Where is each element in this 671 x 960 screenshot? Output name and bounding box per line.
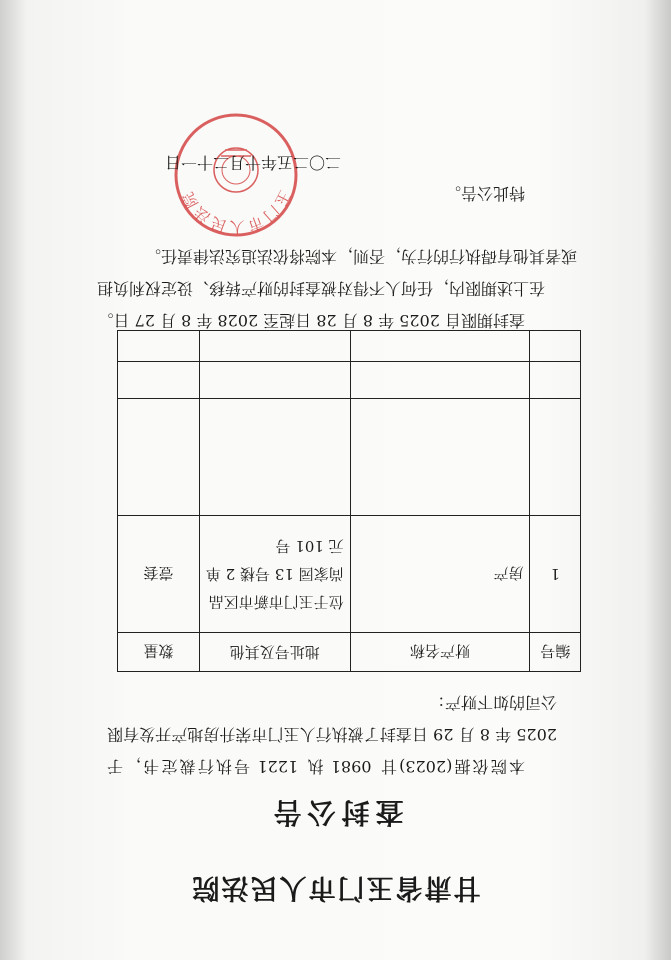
header-address: 地址号及其他 [199, 633, 350, 672]
court-seal [171, 110, 301, 240]
notice-intro: 本院依据(2023)甘 0981 执 1221 号执行裁定书，于 2025 年 8 月 29 日查封了被执行人玉门市荣升房地产开发有限公司的如下财产： [107, 693, 557, 776]
cell-quantity [118, 362, 200, 399]
asset-table [117, 330, 581, 672]
seal-period: 查封期限自 2025 年 8 月 28 日起至 2028 年 8 月 27 日。 [97, 311, 525, 330]
cell-quantity: 壹套 [118, 516, 200, 633]
cell-address [199, 362, 350, 399]
cell-address [199, 399, 350, 516]
seal-text: 玉门市人民法院 [178, 187, 294, 236]
cell-address: 位于玉门市新市区品尚家园 13 号楼 2 单元 101 号 [199, 516, 350, 633]
cell-asset-name [350, 399, 530, 516]
legal-warning: 在上述期限内，任何人不得对被查封的财产转移、设定权利负担或者其他有碍执行的行为，否则，本院将依法追究法律责任。 [96, 247, 577, 298]
cell-number: 1 [530, 516, 581, 633]
court-name: 甘肃省玉门市人民法院 [190, 872, 481, 903]
notice-date: 二〇二五年十月二十一日 [164, 153, 341, 172]
cell-asset-name: 房产 [350, 516, 530, 633]
table-row [118, 399, 581, 516]
notice-title: 查封公告 [267, 796, 404, 829]
header-quantity: 数量 [118, 633, 200, 672]
cell-number [530, 362, 581, 399]
header-asset-name: 财产名称 [350, 633, 530, 672]
table-row [118, 362, 581, 399]
closing-remark: 特此公告。 [444, 184, 525, 203]
header-number: 编号 [530, 633, 581, 672]
cell-number [530, 399, 581, 516]
cell-asset-name [350, 362, 530, 399]
table-row [118, 516, 581, 633]
cell-quantity [118, 399, 200, 516]
table-header-row [118, 633, 581, 672]
